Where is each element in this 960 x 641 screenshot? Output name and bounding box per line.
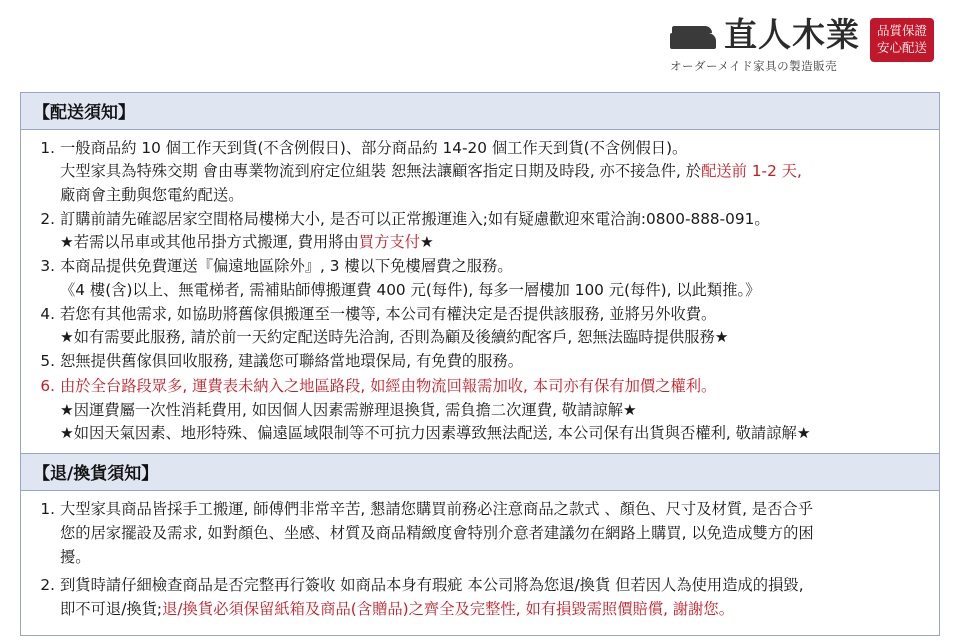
- delivery-list: [33, 137, 925, 398]
- list-item-line: 到貨時請仔細檢查商品是否完整再行簽收 如商品本身有瑕疵 本公司將為您退/換貨 但若因人為使用造成的損毀,: [60, 576, 804, 595]
- section-title-delivery: 【配送須知】: [21, 93, 939, 130]
- list-item: [33, 303, 925, 350]
- list-item-line: 恕無提供舊傢俱回收服務, 建議您可聯絡當地環保局, 有免費的服務。: [60, 352, 524, 371]
- quality-badge-line2: 安心配送: [876, 39, 927, 55]
- list-item-line: 大型家具商品皆採手工搬運, 師傅們非常辛苦, 懇請您購買前務必注意商品之款式 、顏色、尺寸及材質, 是否合乎: [60, 500, 813, 519]
- list-item-line: [60, 598, 925, 622]
- list-item-line: 廠商會主動與您電約配送。: [60, 185, 244, 204]
- return-list: [33, 498, 925, 622]
- list-item-line: 若您有其他需求, 如協助將舊傢俱搬運至一樓等, 本公司有權決定是否提供該服務, 並將另外收費。: [60, 304, 717, 323]
- brand-name: 直人木業: [723, 15, 860, 54]
- list-item: [33, 375, 925, 398]
- list-item-line: [60, 160, 925, 183]
- list-item: [33, 137, 925, 207]
- brand-logo-row: [670, 15, 860, 54]
- list-item-line: 本商品提供免費運送『偏遠地區除外』, 3 樓以下免樓層費之服務。: [60, 257, 513, 276]
- delivery-note: ★如因天氣因素、地形特殊、偏遠區域限制等不可抗力因素導致無法配送, 本公司保有出貨與否權利, 敬請諒解★: [60, 424, 811, 442]
- wood-log-icon: [670, 19, 716, 49]
- list-item: [33, 350, 925, 373]
- section-title-return: 【退/換貨須知】: [21, 453, 939, 491]
- text-segment: 即不可退/換貨;: [60, 600, 163, 619]
- page-header: [0, 0, 960, 92]
- section-body-delivery: [21, 130, 939, 453]
- brand-logo: [669, 15, 934, 74]
- brand-tagline: オーダーメイド家具の製造販売: [669, 59, 838, 73]
- text-segment-highlight: 買方支付: [358, 233, 420, 251]
- list-item: [33, 255, 925, 302]
- list-item-line: 擾。: [60, 547, 91, 566]
- text-segment: 大型家具為特殊交期 會由專業物流到府定位組裝 恕無法讓顧客指定日期及時段, 亦不接急件, 於: [60, 162, 702, 181]
- list-item: [33, 574, 925, 621]
- list-item-line: ★如有需要此服務, 請於前一天約定配送時先洽詢, 否則為顧及後續約配客戶, 恕無法臨時提供服務★: [60, 328, 729, 346]
- delivery-note: ★因運費屬一次性消耗費用, 如因個人因素需辦理退換貨, 需負擔二次運費, 敬請諒解★: [60, 400, 637, 419]
- brand-logo-main: [669, 15, 860, 74]
- list-item-line: 《4 樓(含)以上、無電梯者, 需補貼師傅搬運費 400 元(每件), 每多一層樓加 100 元(每件), 以此類推。》: [60, 280, 761, 299]
- quality-badge-line1: 品質保證: [876, 23, 927, 38]
- list-item: [33, 208, 925, 255]
- list-item-line: 一般商品約 10 個工作天到貨(不含例假日)、部分商品約 14-20 個工作天到貨(不含例假日)。: [60, 139, 688, 157]
- quality-badge: [870, 18, 934, 62]
- list-item-line: 由於全台路段眾多, 運費表未納入之地區路段, 如經由物流回報需加收, 本司亦有保有加價之權利。: [60, 376, 717, 395]
- policy-frame: [20, 92, 940, 636]
- list-item: [33, 498, 925, 569]
- list-item-line: [60, 231, 925, 254]
- text-segment-highlight: 配送前 1-2 天,: [701, 162, 802, 181]
- text-segment-highlight: 退/換貨必須保留紙箱及商品(含贈品)之齊全及完整性, 如有損毀需照價賠償, 謝謝您。: [162, 600, 735, 619]
- text-segment: ★若需以吊車或其他吊掛方式搬運, 費用將由: [60, 233, 359, 251]
- list-item-line: 您的居家擺設及需求, 如對顏色、坐感、材質及商品精緻度會特別介意者建議勿在網路上購買, 以免造成雙方的困: [60, 523, 814, 542]
- list-item-line: 訂購前請先確認居家空間格局樓梯大小, 是否可以正常搬運進入;如有疑慮歡迎來電洽詢:0800-888-091。: [60, 209, 770, 228]
- section-body-return: [21, 491, 939, 635]
- text-segment: ★: [420, 233, 434, 251]
